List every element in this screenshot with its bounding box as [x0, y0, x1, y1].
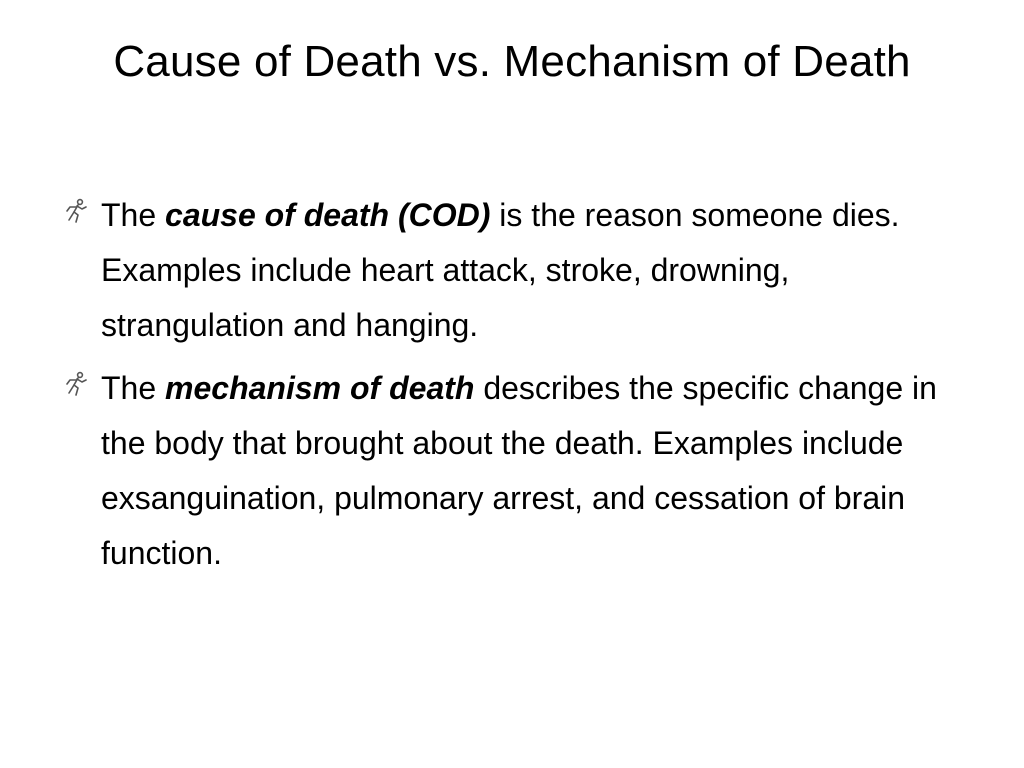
running-figure-icon	[63, 371, 89, 397]
bullet-text: describes the specific change in the body that brought about the death. Examples include exsanguination, pulmonary arrest, and cessation of brain function.	[101, 370, 937, 571]
bullet-lead: The	[101, 370, 166, 406]
bullet-cause-of-death	[60, 188, 960, 353]
bullet-text: is the reason someone dies. Examples include heart attack, stroke, drowning, strangulation and hanging.	[101, 197, 900, 343]
slide-title: Cause of Death vs. Mechanism of Death	[113, 37, 911, 86]
bullet-term: cause of death (COD)	[165, 197, 491, 233]
bullet-lead: The	[101, 197, 166, 233]
bullet-term: mechanism of death	[165, 370, 475, 406]
bullet-list	[60, 188, 960, 589]
running-figure-icon	[63, 198, 89, 224]
bullet-mechanism-of-death	[60, 361, 960, 581]
